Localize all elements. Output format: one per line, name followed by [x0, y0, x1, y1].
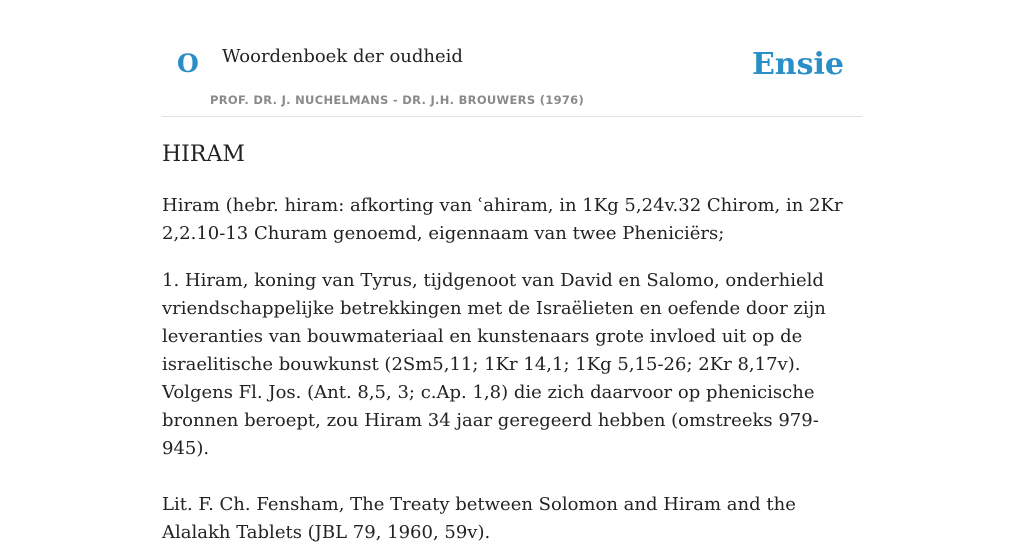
- dictionary-title[interactable]: Woordenboek der oudheid: [222, 46, 463, 67]
- index-letter[interactable]: O: [177, 49, 199, 78]
- ensie-logo[interactable]: Ensie: [751, 47, 844, 82]
- article-paragraph-literature: Lit. F. Ch. Fensham, The Treaty between Solomon and Hiram and the Alalakh Tablets (JBL 79, 1960, 59v).: [162, 494, 796, 543]
- dictionary-authors: PROF. DR. J. NUCHELMANS - DR. J.H. BROUWERS (1976): [210, 93, 585, 107]
- article-heading: HIRAM: [162, 142, 245, 167]
- dictionary-header: [162, 0, 862, 117]
- article-paragraph-definition: 1. Hiram, koning van Tyrus, tijdgenoot van David en Salomo, onderhield vriendschappelijke betrekkingen met de Israëlieten en oefende door zijn leveranties van bouwmateriaal en kunstenaars grote invloed uit op de israelitische bouwkunst (2Sm5,11; 1Kr 14,1; 1Kg 5,15-26; 2Kr 8,17v). Volgens Fl. Jos. (Ant. 8,5, 3; c.Ap. 1,8) die zich daarvoor op phenicische bronnen beroept, zou Hiram 34 jaar geregeerd hebben (omstreeks 979-945).: [162, 270, 826, 459]
- article-paragraph-intro: Hiram (hebr. hiram: afkorting van ʿahiram, in 1Kg 5,24v.32 Chirom, in 2Kr 2,2.10-13 Churam genoemd, eigennaam van twee Pheniciërs;: [162, 195, 843, 244]
- article-content: [162, 140, 862, 547]
